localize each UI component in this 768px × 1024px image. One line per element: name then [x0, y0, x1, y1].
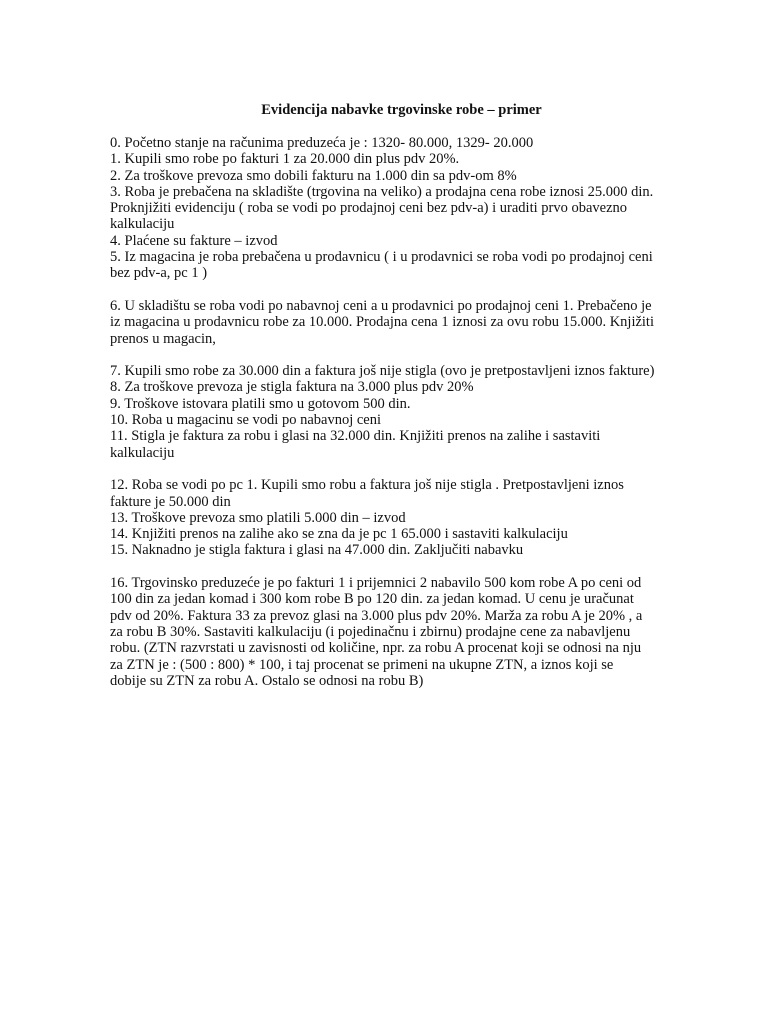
text-line: prenos u magacin,	[110, 330, 216, 347]
text-line: 14. Knjižiti prenos na zalihe ako se zna da je pc 1 65.000 i sastaviti kalkulaciju	[110, 526, 568, 543]
text-line: 11. Stigla je faktura za robu i glasi na 32.000 din. Knjižiti prenos na zalihe i sastaviti	[110, 428, 601, 445]
text-line: 16. Trgovinsko preduzeće je po fakturi 1 i prijemnici 2 nabavilo 500 kom robe A po ceni od	[110, 575, 642, 592]
text-line: bez pdv-a, pc 1 )	[110, 265, 208, 282]
text-line: 6. U skladištu se roba vodi po nabavnoj ceni a u prodavnici po prodajnoj ceni 1. Prebačeno je	[110, 297, 652, 314]
document-title: Evidencija nabavke trgovinske robe – primer	[261, 102, 542, 118]
text-line: pdv od 20%. Faktura 33 za prevoz glasi na 3.000 plus pdv 20%. Marža za robu A je 20% , a	[110, 607, 643, 624]
text-line: kalkulaciju	[110, 444, 175, 461]
text-line: 9. Troškove istovara platili smo u gotovom 500 din.	[110, 395, 411, 412]
text-line: kalkulaciju	[110, 216, 175, 233]
paragraph	[110, 363, 695, 461]
text-line: 13. Troškove prevoza smo platili 5.000 din – izvod	[110, 509, 406, 526]
text-line: iz magacina u prodavnicu robe za 10.000. Prodajna cena 1 iznosi za ovu robu 15.000. Knjižiti	[110, 314, 654, 331]
text-line: 4. Plaćene su fakture – izvod	[110, 232, 278, 249]
text-line: za ZTN je : (500 : 800) * 100, i taj procenat se primeni na ukupne ZTN, a iznos koji se	[110, 656, 614, 673]
paragraph-gap	[110, 461, 695, 477]
text-line: 8. Za troškove prevoza je stigla faktura na 3.000 plus pdv 20%	[110, 379, 474, 396]
text-line: 2. Za troškove prevoza smo dobili fakturu na 1.000 din sa pdv-om 8%	[110, 167, 517, 184]
text-line: 100 din za jedan komad i 300 kom robe B po 120 din. za jedan komad. U cenu je uračunat	[110, 591, 634, 608]
text-line: dobije su ZTN za robu A. Ostalo se odnosi na robu B)	[110, 672, 424, 689]
paragraph	[110, 298, 695, 347]
paragraph	[110, 135, 695, 282]
text-line: 1. Kupili smo robe po fakturi 1 za 20.000 din plus pdv 20%.	[110, 151, 460, 168]
text-line: 12. Roba se vodi po pc 1. Kupili smo robu a faktura još nije stigla . Pretpostavljeni iznos	[110, 477, 624, 494]
text-line: 15. Naknadno je stigla faktura i glasi na 47.000 din. Zaključiti nabavku	[110, 542, 524, 559]
paragraph-gap	[110, 282, 695, 298]
text-line: 10. Roba u magacinu se vodi po nabavnoj ceni	[110, 412, 382, 429]
paragraph	[110, 477, 695, 558]
text-line: Proknjižiti evidenciju ( roba se vodi po prodajnoj ceni bez pdv-a) i uraditi prvo obavezno	[110, 200, 628, 217]
text-line: robu. (ZTN razvrstati u zavisnosti od količine, npr. za robu A procenat koji se odnosi na nju	[110, 640, 642, 657]
text-line: fakture je 50.000 din	[110, 493, 231, 510]
text-line: 5. Iz magacina je roba prebačena u prodavnicu ( i u prodavnici se roba vodi po prodajnoj ceni	[110, 249, 653, 266]
paragraph-gap	[110, 347, 695, 363]
text-line: 7. Kupili smo robe za 30.000 din a faktura još nije stigla (ovo je pretpostavljeni iznos fakture)	[110, 363, 655, 380]
paragraph-gap	[110, 559, 695, 575]
document-body	[110, 135, 695, 689]
text-line: za robu B 30%. Sastaviti kalkulaciju (i pojedinačnu i zbirnu) prodajne cene za nabavljenu	[110, 623, 631, 640]
paragraph	[110, 575, 695, 689]
text-line: 3. Roba je prebačena na skladište (trgovina na veliko) a prodajna cena robe iznosi 25.000 din.	[110, 183, 654, 200]
text-line: 0. Početno stanje na računima preduzeća je : 1320- 80.000, 1329- 20.000	[110, 135, 534, 151]
